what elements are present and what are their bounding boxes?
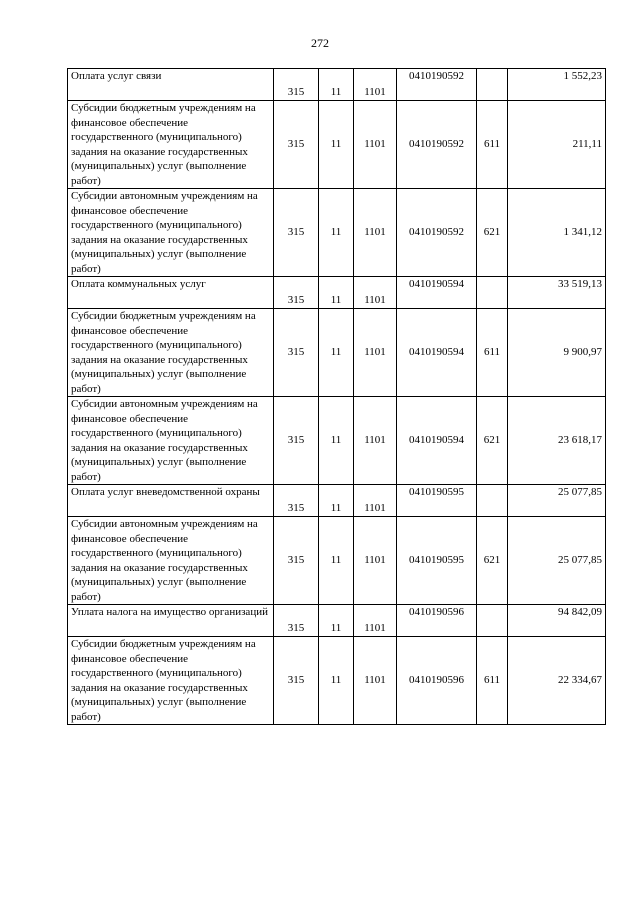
ministry-code: 315 — [274, 397, 319, 485]
ministry-code: 315 — [274, 605, 319, 637]
subsection-code: 1101 — [354, 517, 397, 605]
amount: 33 519,13 — [508, 277, 606, 309]
amount: 94 842,09 — [508, 605, 606, 637]
table-row — [68, 101, 606, 189]
table-row — [68, 277, 606, 309]
subsection-code: 1101 — [354, 277, 397, 309]
row-description: Оплата услуг вневедомственной охраны — [68, 485, 274, 517]
section-code: 11 — [319, 485, 354, 517]
ministry-code: 315 — [274, 277, 319, 309]
amount: 25 077,85 — [508, 517, 606, 605]
expense-type-code — [477, 605, 508, 637]
expense-type-code — [477, 277, 508, 309]
subsection-code: 1101 — [354, 397, 397, 485]
section-code: 11 — [319, 637, 354, 725]
amount: 9 900,97 — [508, 309, 606, 397]
table-row — [68, 189, 606, 277]
table-row — [68, 485, 606, 517]
ministry-code: 315 — [274, 517, 319, 605]
budget-table — [67, 68, 606, 725]
row-description: Субсидии бюджетным учреждениям на финансовое обеспечение государственного (муниципального) задания на оказание государственных (муниципальных) услуг (выполнение работ) — [68, 309, 274, 397]
expense-type-code: 611 — [477, 101, 508, 189]
subsection-code: 1101 — [354, 309, 397, 397]
program-code: 0410190594 — [397, 397, 477, 485]
section-code: 11 — [319, 69, 354, 101]
expense-type-code: 621 — [477, 189, 508, 277]
table-row — [68, 637, 606, 725]
page-number: 272 — [311, 36, 329, 50]
table-row — [68, 69, 606, 101]
ministry-code: 315 — [274, 69, 319, 101]
program-code: 0410190595 — [397, 485, 477, 517]
amount: 25 077,85 — [508, 485, 606, 517]
row-description: Субсидии бюджетным учреждениям на финансовое обеспечение государственного (муниципального) задания на оказание государственных (муниципальных) услуг (выполнение работ) — [68, 637, 274, 725]
section-code: 11 — [319, 101, 354, 189]
expense-type-code: 611 — [477, 309, 508, 397]
ministry-code: 315 — [274, 101, 319, 189]
program-code: 0410190596 — [397, 605, 477, 637]
expense-type-code: 621 — [477, 397, 508, 485]
section-code: 11 — [319, 397, 354, 485]
subsection-code: 1101 — [354, 605, 397, 637]
table-row — [68, 605, 606, 637]
section-code: 11 — [319, 605, 354, 637]
ministry-code: 315 — [274, 637, 319, 725]
row-description: Оплата коммунальных услуг — [68, 277, 274, 309]
amount: 1 341,12 — [508, 189, 606, 277]
amount: 1 552,23 — [508, 69, 606, 101]
program-code: 0410190595 — [397, 517, 477, 605]
subsection-code: 1101 — [354, 101, 397, 189]
expense-type-code: 611 — [477, 637, 508, 725]
ministry-code: 315 — [274, 189, 319, 277]
row-description: Уплата налога на имущество организаций — [68, 605, 274, 637]
program-code: 0410190592 — [397, 189, 477, 277]
section-code: 11 — [319, 309, 354, 397]
program-code: 0410190594 — [397, 309, 477, 397]
section-code: 11 — [319, 517, 354, 605]
row-description: Субсидии автономным учреждениям на финансовое обеспечение государственного (муниципального) задания на оказание государственных (муниципальных) услуг (выполнение работ) — [68, 189, 274, 277]
program-code: 0410190592 — [397, 69, 477, 101]
amount: 23 618,17 — [508, 397, 606, 485]
table-row — [68, 397, 606, 485]
program-code: 0410190596 — [397, 637, 477, 725]
subsection-code: 1101 — [354, 637, 397, 725]
program-code: 0410190592 — [397, 101, 477, 189]
amount: 22 334,67 — [508, 637, 606, 725]
program-code: 0410190594 — [397, 277, 477, 309]
section-code: 11 — [319, 189, 354, 277]
row-description: Субсидии автономным учреждениям на финансовое обеспечение государственного (муниципального) задания на оказание государственных (муниципальных) услуг (выполнение работ) — [68, 397, 274, 485]
table-row — [68, 309, 606, 397]
expense-type-code — [477, 69, 508, 101]
expense-type-code: 621 — [477, 517, 508, 605]
subsection-code: 1101 — [354, 485, 397, 517]
ministry-code: 315 — [274, 309, 319, 397]
table-row — [68, 517, 606, 605]
ministry-code: 315 — [274, 485, 319, 517]
row-description: Оплата услуг связи — [68, 69, 274, 101]
subsection-code: 1101 — [354, 189, 397, 277]
amount: 211,11 — [508, 101, 606, 189]
section-code: 11 — [319, 277, 354, 309]
row-description: Субсидии бюджетным учреждениям на финансовое обеспечение государственного (муниципального) задания на оказание государственных (муниципальных) услуг (выполнение работ) — [68, 101, 274, 189]
expense-type-code — [477, 485, 508, 517]
subsection-code: 1101 — [354, 69, 397, 101]
row-description: Субсидии автономным учреждениям на финансовое обеспечение государственного (муниципального) задания на оказание государственных (муниципальных) услуг (выполнение работ) — [68, 517, 274, 605]
